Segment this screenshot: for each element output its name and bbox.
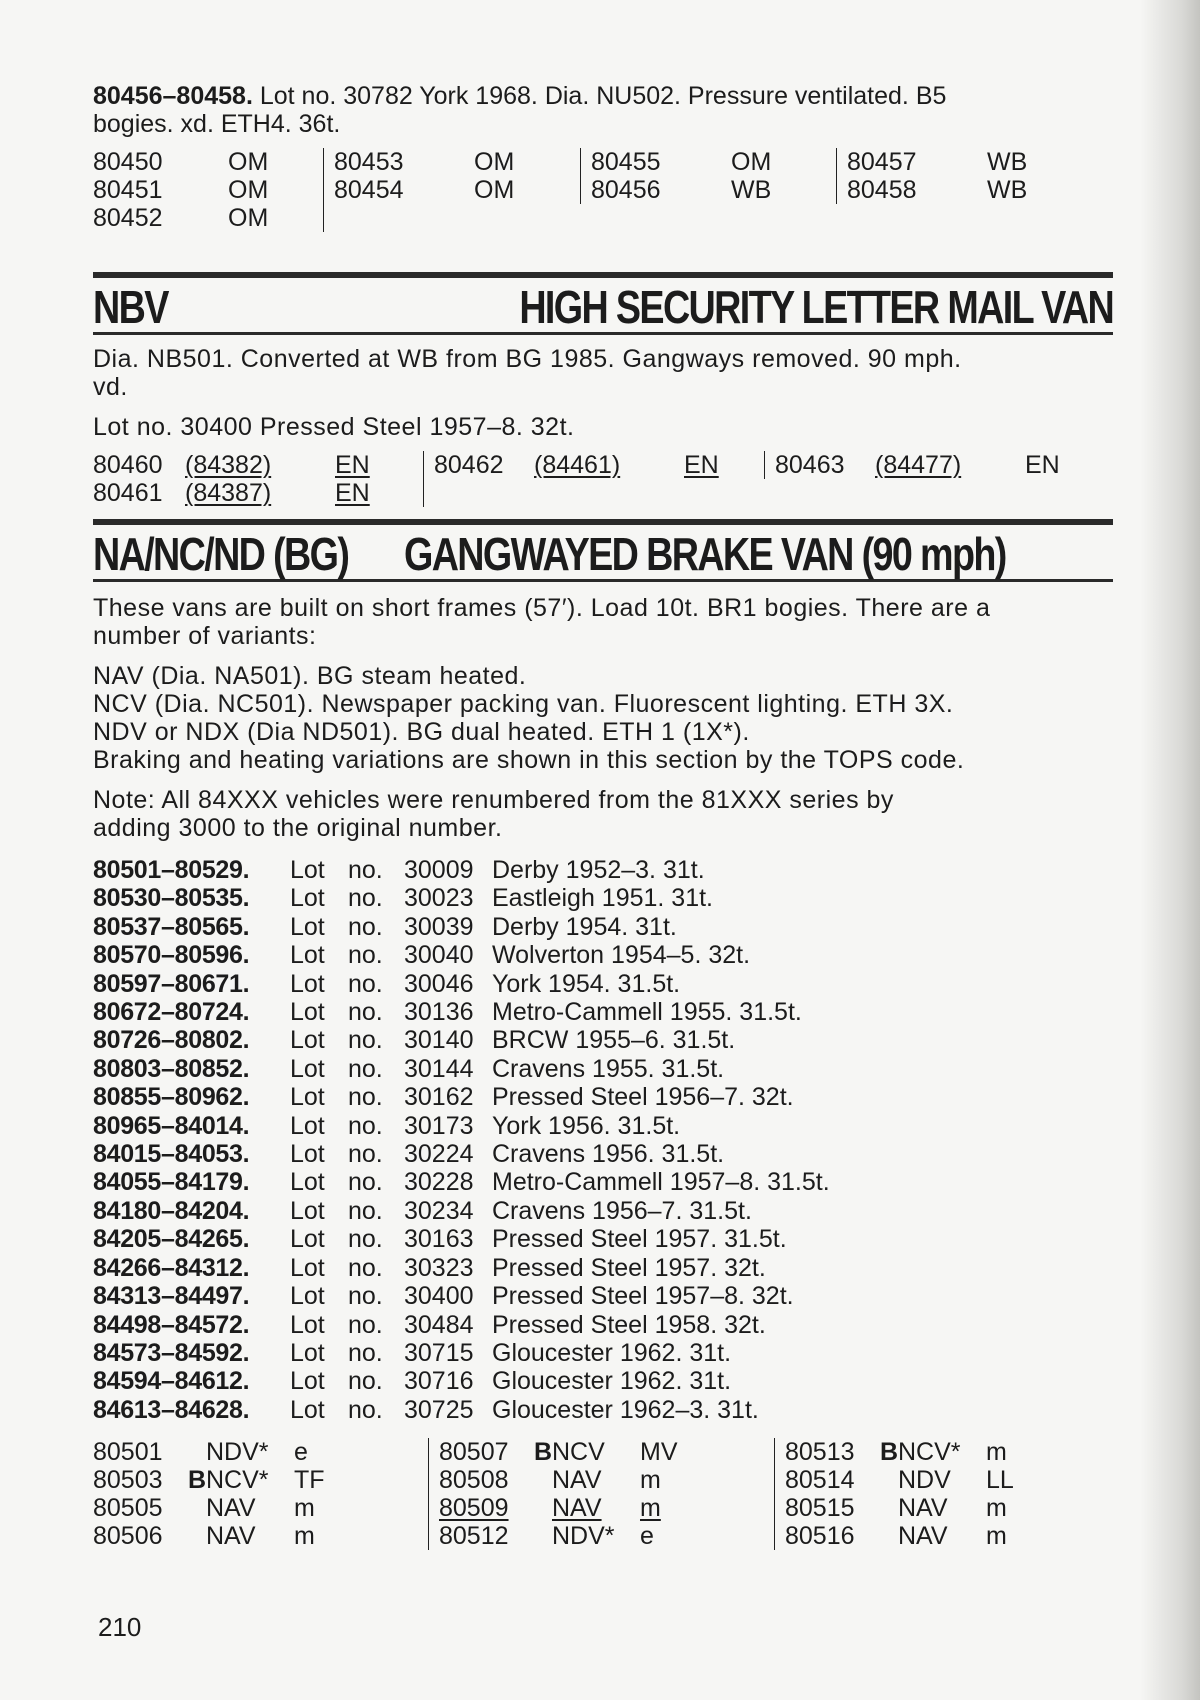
vehicle-row: [93, 1494, 428, 1522]
lot-no-label: no.: [348, 1310, 383, 1339]
vehicle-row: [785, 1522, 1085, 1550]
lot-label: Lot: [290, 1026, 325, 1055]
tops-type: NDV*: [552, 1522, 615, 1551]
vehicle-number: 80513: [785, 1438, 855, 1467]
lot-no-label: no.: [348, 1338, 383, 1367]
lot-label: Lot: [290, 856, 325, 884]
vehicle-number: 80460: [93, 451, 163, 479]
vehicle-code: OM: [228, 204, 269, 232]
lot-label: Lot: [290, 1395, 325, 1424]
lot-no-label: no.: [348, 1367, 383, 1396]
top-col-2: [323, 148, 580, 232]
vehicle-number: 80463: [775, 451, 845, 479]
lot-number: 30484: [404, 1310, 474, 1339]
lot-label: Lot: [290, 1310, 325, 1339]
lot-row: [93, 1112, 1113, 1140]
lot-row: [93, 1197, 1113, 1225]
former-number: (84461): [534, 451, 621, 479]
variant-line: NCV (Dia. NC501). Newspaper packing van. Fluorescent lighting. ETH 3X.: [93, 690, 954, 718]
lot-builder: Metro-Cammell 1957–8. 31.5t.: [492, 1168, 830, 1197]
lot-number: 30716: [404, 1367, 474, 1396]
vehicle-number: 80501: [93, 1438, 163, 1467]
vehicle-code: TF: [294, 1466, 325, 1495]
lot-range: 84498–84572.: [93, 1310, 250, 1339]
page-number: 210: [98, 1612, 142, 1642]
nbv-desc-line2: vd.: [93, 373, 128, 401]
vehicle-code: m: [294, 1522, 315, 1551]
variant-line: Braking and heating variations are shown in this section by the TOPS code.: [93, 746, 965, 774]
vehicle-code: OM: [228, 148, 269, 176]
top-lead-text2: bogies. xd. ETH4. 36t.: [93, 110, 341, 138]
lot-number: 30725: [404, 1395, 474, 1424]
lot-range: 84015–84053.: [93, 1140, 250, 1169]
nbv-desc-line1: Dia. NB501. Converted at WB from BG 1985. Gangways removed. 90 mph.: [93, 345, 962, 373]
lot-range: 80855–80962.: [93, 1083, 250, 1112]
vehicle-number: 80507: [439, 1438, 509, 1467]
lot-no-label: no.: [348, 1196, 383, 1225]
bg-code: NA/NC/ND (BG): [93, 528, 349, 580]
lot-list: [93, 856, 1113, 1424]
braking-marker: B: [880, 1438, 899, 1467]
lot-range: 80672–80724.: [93, 998, 250, 1027]
vehicle-code: m: [986, 1438, 1007, 1467]
lot-number: 30039: [404, 912, 474, 941]
vehicle-number: 80451: [93, 176, 163, 204]
lot-range: 84180–84204.: [93, 1196, 250, 1225]
lot-range: 84573–84592.: [93, 1338, 250, 1367]
tops-type: NCV*: [898, 1438, 961, 1467]
tops-type: NAV: [552, 1466, 602, 1495]
lot-label: Lot: [290, 1253, 325, 1282]
lot-row: [93, 998, 1113, 1026]
nbv-section-header: [93, 272, 1113, 335]
vehicle-code: LL: [986, 1466, 1014, 1495]
lot-label: Lot: [290, 1054, 325, 1083]
lot-builder: Pressed Steel 1958. 32t.: [492, 1310, 766, 1339]
nbv-code: NBV: [93, 281, 168, 333]
lot-label: Lot: [290, 1196, 325, 1225]
top-vehicle-grid: [93, 148, 1113, 232]
lot-builder: BRCW 1955–6. 31.5t.: [492, 1026, 736, 1055]
top-col-4: [836, 148, 1087, 204]
top-lead-text: Lot no. 30782 York 1968. Dia. NU502. Pressure ventilated. B5: [259, 82, 947, 110]
vehicle-number: 80509: [439, 1494, 509, 1523]
vehicle-number: 80462: [434, 451, 504, 479]
lot-range: 84594–84612.: [93, 1367, 250, 1396]
vehicle-code: m: [986, 1494, 1007, 1523]
vehicle-code: m: [294, 1494, 315, 1523]
nbv-col-2: [423, 451, 764, 507]
lot-row: [93, 1254, 1113, 1282]
vehicle-code: WB: [731, 176, 772, 204]
lot-no-label: no.: [348, 856, 383, 884]
lot-row: [93, 1311, 1113, 1339]
lot-no-label: no.: [348, 884, 383, 913]
vehicle-number: 80516: [785, 1522, 855, 1551]
lot-row: [93, 941, 1113, 969]
lot-no-label: no.: [348, 998, 383, 1027]
bg-section-header: [93, 519, 1113, 582]
tops-type: NDV*: [206, 1438, 269, 1467]
lot-number: 30162: [404, 1083, 474, 1112]
lot-no-label: no.: [348, 941, 383, 970]
tops-type: NAV: [206, 1522, 256, 1551]
lot-no-label: no.: [348, 1026, 383, 1055]
bg-intro-line1: These vans are built on short frames (57′). Load 10t. BR1 bogies. There are a: [93, 594, 991, 622]
vehicle-row: [439, 1438, 774, 1466]
lot-number: 30234: [404, 1196, 474, 1225]
braking-marker: [880, 1494, 898, 1522]
bg-vehicle-grid: [93, 1438, 1113, 1550]
vehicle-number: 80450: [93, 148, 163, 176]
lot-label: Lot: [290, 884, 325, 913]
lot-number: 30040: [404, 941, 474, 970]
vehicle-row: [439, 1494, 774, 1522]
braking-marker: [880, 1466, 898, 1494]
vehicle-row: [93, 1438, 428, 1466]
vehicle-number: 80452: [93, 204, 163, 232]
lot-range: 84055–84179.: [93, 1168, 250, 1197]
lot-range: 80726–80802.: [93, 1026, 250, 1055]
lot-builder: Gloucester 1962–3. 31t.: [492, 1395, 759, 1424]
lot-no-label: no.: [348, 1225, 383, 1254]
lot-number: 30400: [404, 1282, 474, 1311]
nbv-col-1: [93, 451, 423, 507]
vehicle-row: [439, 1522, 774, 1550]
vehicle-code: m: [986, 1522, 1007, 1551]
nbv-col-3: [764, 451, 1075, 479]
lot-range: 80965–84014.: [93, 1111, 250, 1140]
lot-row: [93, 1396, 1113, 1424]
lot-number: 30173: [404, 1111, 474, 1140]
nbv-vehicle-grid: [93, 451, 1113, 507]
former-number: (84382): [185, 451, 272, 479]
lot-label: Lot: [290, 1225, 325, 1254]
lot-builder: Eastleigh 1951. 31t.: [492, 884, 713, 913]
tops-type: NAV: [898, 1522, 948, 1551]
bg-intro-line2: number of variants:: [93, 622, 317, 650]
braking-marker: [534, 1494, 552, 1522]
vehicle-number: 80455: [591, 148, 661, 176]
vehicle-code: OM: [228, 176, 269, 204]
vehicle-number: 80458: [847, 176, 917, 204]
vehicle-code: OM: [474, 176, 515, 204]
lot-row: [93, 1083, 1113, 1111]
bg-variants: [93, 662, 1113, 774]
tops-type: NCV*: [206, 1466, 269, 1495]
nbv-title: HIGH SECURITY LETTER MAIL VAN: [519, 281, 1113, 333]
lot-range: 84205–84265.: [93, 1225, 250, 1254]
lot-label: Lot: [290, 1367, 325, 1396]
bg-note-line2: adding 3000 to the original number.: [93, 814, 503, 842]
vehicle-code: EN: [335, 451, 370, 479]
lot-label: Lot: [290, 941, 325, 970]
lot-range: 84613–84628.: [93, 1395, 250, 1424]
lot-number: 30046: [404, 969, 474, 998]
lot-builder: Gloucester 1962. 31t.: [492, 1367, 732, 1396]
vehicle-row: [93, 1466, 428, 1494]
nbv-description: [93, 345, 1113, 401]
lot-label: Lot: [290, 1168, 325, 1197]
bg-col-1: [93, 1438, 428, 1550]
lot-number: 30228: [404, 1168, 474, 1197]
top-col-3: [580, 148, 836, 204]
lot-no-label: no.: [348, 969, 383, 998]
lot-builder: Pressed Steel 1957. 32t.: [492, 1253, 766, 1282]
lot-number: 30140: [404, 1026, 474, 1055]
bg-col-2: [428, 1438, 774, 1550]
lot-no-label: no.: [348, 1054, 383, 1083]
vehicle-code: e: [640, 1522, 654, 1551]
lot-label: Lot: [290, 1282, 325, 1311]
lot-no-label: no.: [348, 1282, 383, 1311]
lot-builder: York 1956. 31.5t.: [492, 1111, 681, 1140]
vehicle-number: 80454: [334, 176, 404, 204]
lot-range: 80570–80596.: [93, 941, 250, 970]
lot-builder: Derby 1952–3. 31t.: [492, 856, 705, 884]
variant-line: NDV or NDX (Dia ND501). BG dual heated. ETH 1 (1X*).: [93, 718, 750, 746]
lot-no-label: no.: [348, 1083, 383, 1112]
vehicle-code: EN: [684, 451, 719, 479]
lot-number: 30144: [404, 1054, 474, 1083]
lot-label: Lot: [290, 969, 325, 998]
lot-builder: Pressed Steel 1956–7. 32t.: [492, 1083, 794, 1112]
lot-no-label: no.: [348, 1111, 383, 1140]
vehicle-number: 80508: [439, 1466, 509, 1495]
vehicle-number: 80457: [847, 148, 917, 176]
lot-number: 30136: [404, 998, 474, 1027]
lot-label: Lot: [290, 1338, 325, 1367]
top-lead: [93, 82, 1113, 138]
top-lead-range: 80456–80458.: [93, 82, 253, 110]
tops-type: NDV: [898, 1466, 951, 1495]
lot-builder: Pressed Steel 1957–8. 32t.: [492, 1282, 794, 1311]
bg-note: [93, 786, 1113, 842]
lot-row: [93, 913, 1113, 941]
vehicle-code: MV: [640, 1438, 678, 1467]
former-number: (84477): [875, 451, 962, 479]
bg-intro: [93, 594, 1113, 650]
vehicle-code: EN: [335, 479, 370, 507]
vehicle-code: WB: [987, 176, 1028, 204]
lot-label: Lot: [290, 1111, 325, 1140]
lot-no-label: no.: [348, 1253, 383, 1282]
lot-label: Lot: [290, 912, 325, 941]
braking-marker: [534, 1466, 552, 1494]
lot-row: [93, 1168, 1113, 1196]
lot-number: 30715: [404, 1338, 474, 1367]
lot-builder: Derby 1954. 31t.: [492, 912, 677, 941]
bg-col-3: [774, 1438, 1085, 1550]
lot-label: Lot: [290, 1140, 325, 1169]
vehicle-code: e: [294, 1438, 308, 1467]
lot-builder: Gloucester 1962. 31t.: [492, 1338, 732, 1367]
lot-row: [93, 1026, 1113, 1054]
lot-no-label: no.: [348, 1140, 383, 1169]
lot-builder: York 1954. 31.5t.: [492, 969, 681, 998]
vehicle-number: 80456: [591, 176, 661, 204]
lot-row: [93, 884, 1113, 912]
vehicle-number: 80512: [439, 1522, 509, 1551]
lot-row: [93, 1339, 1113, 1367]
lot-row: [93, 1140, 1113, 1168]
lot-row: [93, 856, 1113, 884]
lot-range: 80501–80529.: [93, 856, 250, 884]
lot-builder: Cravens 1955. 31.5t.: [492, 1054, 725, 1083]
vehicle-number: 80453: [334, 148, 404, 176]
lot-builder: Cravens 1956–7. 31.5t.: [492, 1196, 752, 1225]
vehicle-row: [93, 1522, 428, 1550]
vehicle-number: 80503: [93, 1466, 163, 1495]
top-col-1: [93, 148, 323, 232]
lot-label: Lot: [290, 1083, 325, 1112]
lot-number: 30163: [404, 1225, 474, 1254]
lot-no-label: no.: [348, 1168, 383, 1197]
lot-range: 80597–80671.: [93, 969, 250, 998]
braking-marker: [188, 1438, 206, 1466]
vehicle-row: [785, 1466, 1085, 1494]
braking-marker: [880, 1522, 898, 1550]
lot-row: [93, 1367, 1113, 1395]
lot-builder: Cravens 1956. 31.5t.: [492, 1140, 725, 1169]
vehicle-code: WB: [987, 148, 1028, 176]
vehicle-code: EN: [1025, 451, 1060, 479]
braking-marker: [188, 1522, 206, 1550]
lot-number: 30009: [404, 856, 474, 884]
nbv-lot: Lot no. 30400 Pressed Steel 1957–8. 32t.: [93, 413, 575, 441]
vehicle-number: 80505: [93, 1494, 163, 1523]
vehicle-number: 80506: [93, 1522, 163, 1551]
bg-title: GANGWAYED BRAKE VAN (90 mph): [404, 528, 1006, 580]
variant-line: NAV (Dia. NA501). BG steam heated.: [93, 662, 527, 690]
vehicle-code: OM: [474, 148, 515, 176]
lot-range: 84313–84497.: [93, 1282, 250, 1311]
former-number: (84387): [185, 479, 272, 507]
tops-type: NCV: [552, 1438, 605, 1467]
lot-range: 80803–80852.: [93, 1054, 250, 1083]
tops-type: NAV: [898, 1494, 948, 1523]
vehicle-number: 80514: [785, 1466, 855, 1495]
braking-marker: [188, 1494, 206, 1522]
braking-marker: B: [188, 1466, 207, 1495]
lot-number: 30323: [404, 1253, 474, 1282]
lot-row: [93, 1225, 1113, 1253]
lot-builder: Wolverton 1954–5. 32t.: [492, 941, 751, 970]
lot-range: 80530–80535.: [93, 884, 250, 913]
document-content: [93, 82, 1113, 1550]
lot-no-label: no.: [348, 912, 383, 941]
lot-row: [93, 1055, 1113, 1083]
lot-range: 84266–84312.: [93, 1253, 250, 1282]
lot-row: [93, 1282, 1113, 1310]
lot-row: [93, 970, 1113, 998]
lot-number: 30224: [404, 1140, 474, 1169]
lot-no-label: no.: [348, 1395, 383, 1424]
lot-range: 80537–80565.: [93, 912, 250, 941]
lot-label: Lot: [290, 998, 325, 1027]
lot-builder: Pressed Steel 1957. 31.5t.: [492, 1225, 787, 1254]
vehicle-code: OM: [731, 148, 772, 176]
vehicle-number: 80461: [93, 479, 163, 507]
lot-builder: Metro-Cammell 1955. 31.5t.: [492, 998, 802, 1027]
vehicle-row: [785, 1494, 1085, 1522]
vehicle-row: [439, 1466, 774, 1494]
tops-type: NAV: [552, 1494, 602, 1523]
braking-marker: [534, 1522, 552, 1550]
page-edge-shadow: [1140, 0, 1200, 1700]
vehicle-code: m: [640, 1494, 661, 1523]
vehicle-row: [785, 1438, 1085, 1466]
braking-marker: B: [534, 1438, 553, 1467]
vehicle-code: m: [640, 1466, 661, 1495]
lot-number: 30023: [404, 884, 474, 913]
tops-type: NAV: [206, 1494, 256, 1523]
bg-note-line1: Note: All 84XXX vehicles were renumbered from the 81XXX series by: [93, 786, 894, 814]
vehicle-number: 80515: [785, 1494, 855, 1523]
